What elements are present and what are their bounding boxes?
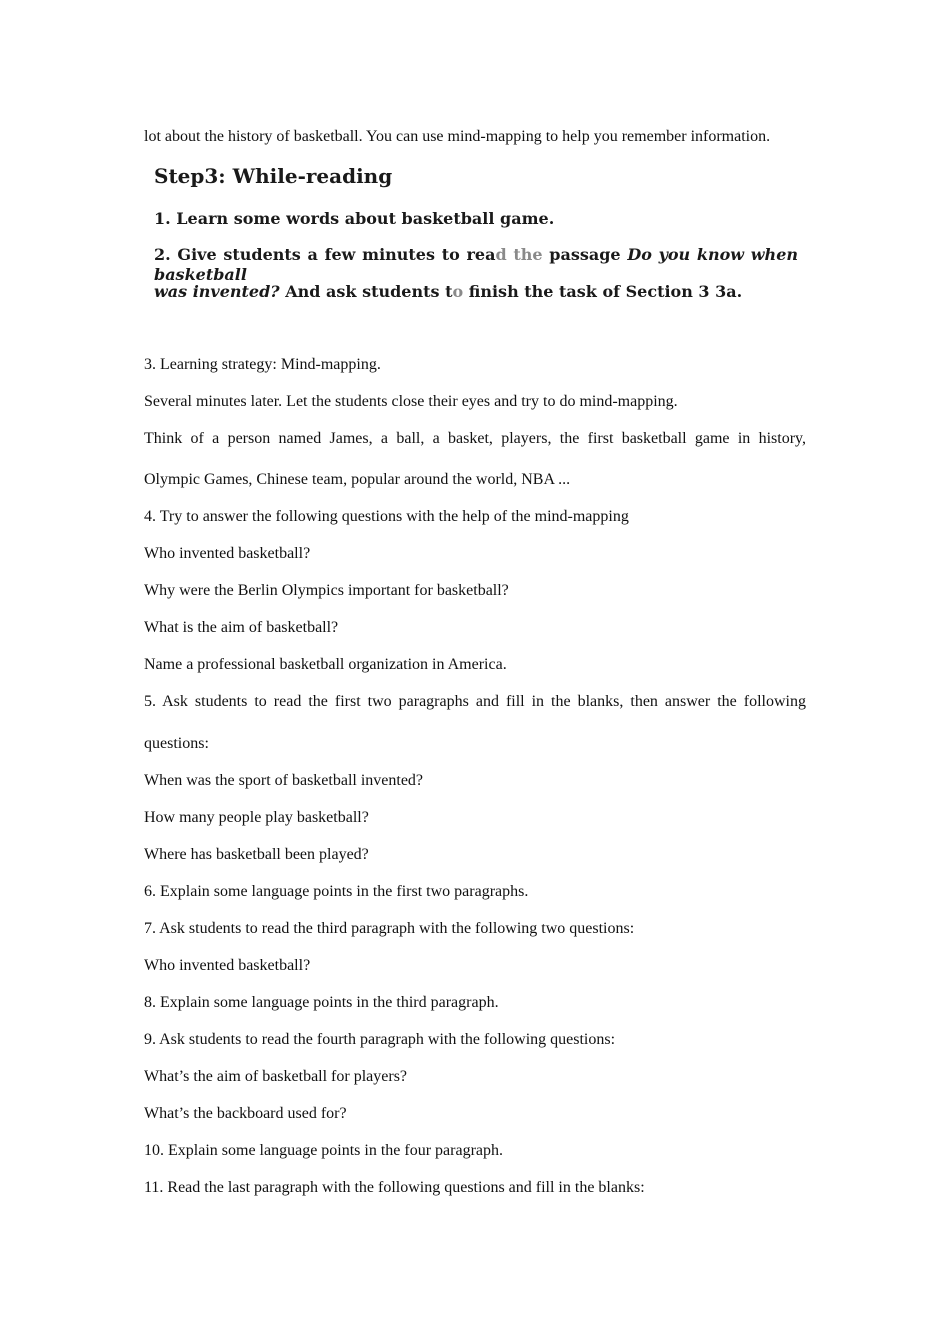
paragraph-line: What’s the backboard used for? (144, 1105, 347, 1122)
paragraph-line: How many people play basketball? (144, 809, 369, 826)
paragraph-line: Olympic Games, Chinese team, popular around the world, NBA ... (144, 471, 571, 488)
paragraph-line: Where has basketball been played? (144, 846, 369, 863)
paragraph-line: 11. Read the last paragraph with the following questions and fill in the blanks: (144, 1179, 645, 1196)
paragraph-line: Why were the Berlin Olympics important for basketball? (144, 582, 509, 599)
paragraph-line: questions: (144, 735, 209, 752)
bold-item-1: 1. Learn some words about basketball game. (154, 209, 555, 228)
paragraph-line: Who invented basketball? (144, 957, 311, 974)
paragraph-line: Who invented basketball? (144, 545, 311, 562)
bold-item-2-line-2: was invented? And ask students to finish the task of Section 3 3a. (154, 282, 743, 301)
paragraph-line: 10. Explain some language points in the four paragraph. (144, 1142, 504, 1159)
paragraph-line: Think of a person named James, a ball, a basket, players, the first basketball game in history, (144, 430, 806, 447)
paragraph-line: 9. Ask students to read the fourth paragraph with the following questions: (144, 1031, 616, 1048)
paragraph-line: What’s the aim of basketball for players? (144, 1068, 408, 1085)
paragraph-line: When was the sport of basketball invented? (144, 772, 424, 789)
step-heading: Step3: While-reading (154, 164, 393, 188)
paragraph-line: 7. Ask students to read the third paragraph with the following two questions: (144, 920, 635, 937)
bold-item-2-line-1: 2. Give students a few minutes to read the passage Do you know when basketball (154, 245, 799, 284)
paragraph-line: Name a professional basketball organization in America. (144, 656, 507, 673)
paragraph-line: 5. Ask students to read the first two paragraphs and fill in the blanks, then answer the following (144, 693, 806, 710)
intro-line: lot about the history of basketball. You can use mind-mapping to help you remember information. (144, 128, 771, 145)
paragraph-line: 6. Explain some language points in the first two paragraphs. (144, 883, 529, 900)
paragraph-line: 3. Learning strategy: Mind-mapping. (144, 356, 381, 373)
paragraph-line: Several minutes later. Let the students close their eyes and try to do mind-mapping. (144, 393, 678, 410)
paragraph-line: What is the aim of basketball? (144, 619, 339, 636)
paragraph-line: 8. Explain some language points in the third paragraph. (144, 994, 499, 1011)
paragraph-line: 4. Try to answer the following questions with the help of the mind-mapping (144, 508, 629, 525)
